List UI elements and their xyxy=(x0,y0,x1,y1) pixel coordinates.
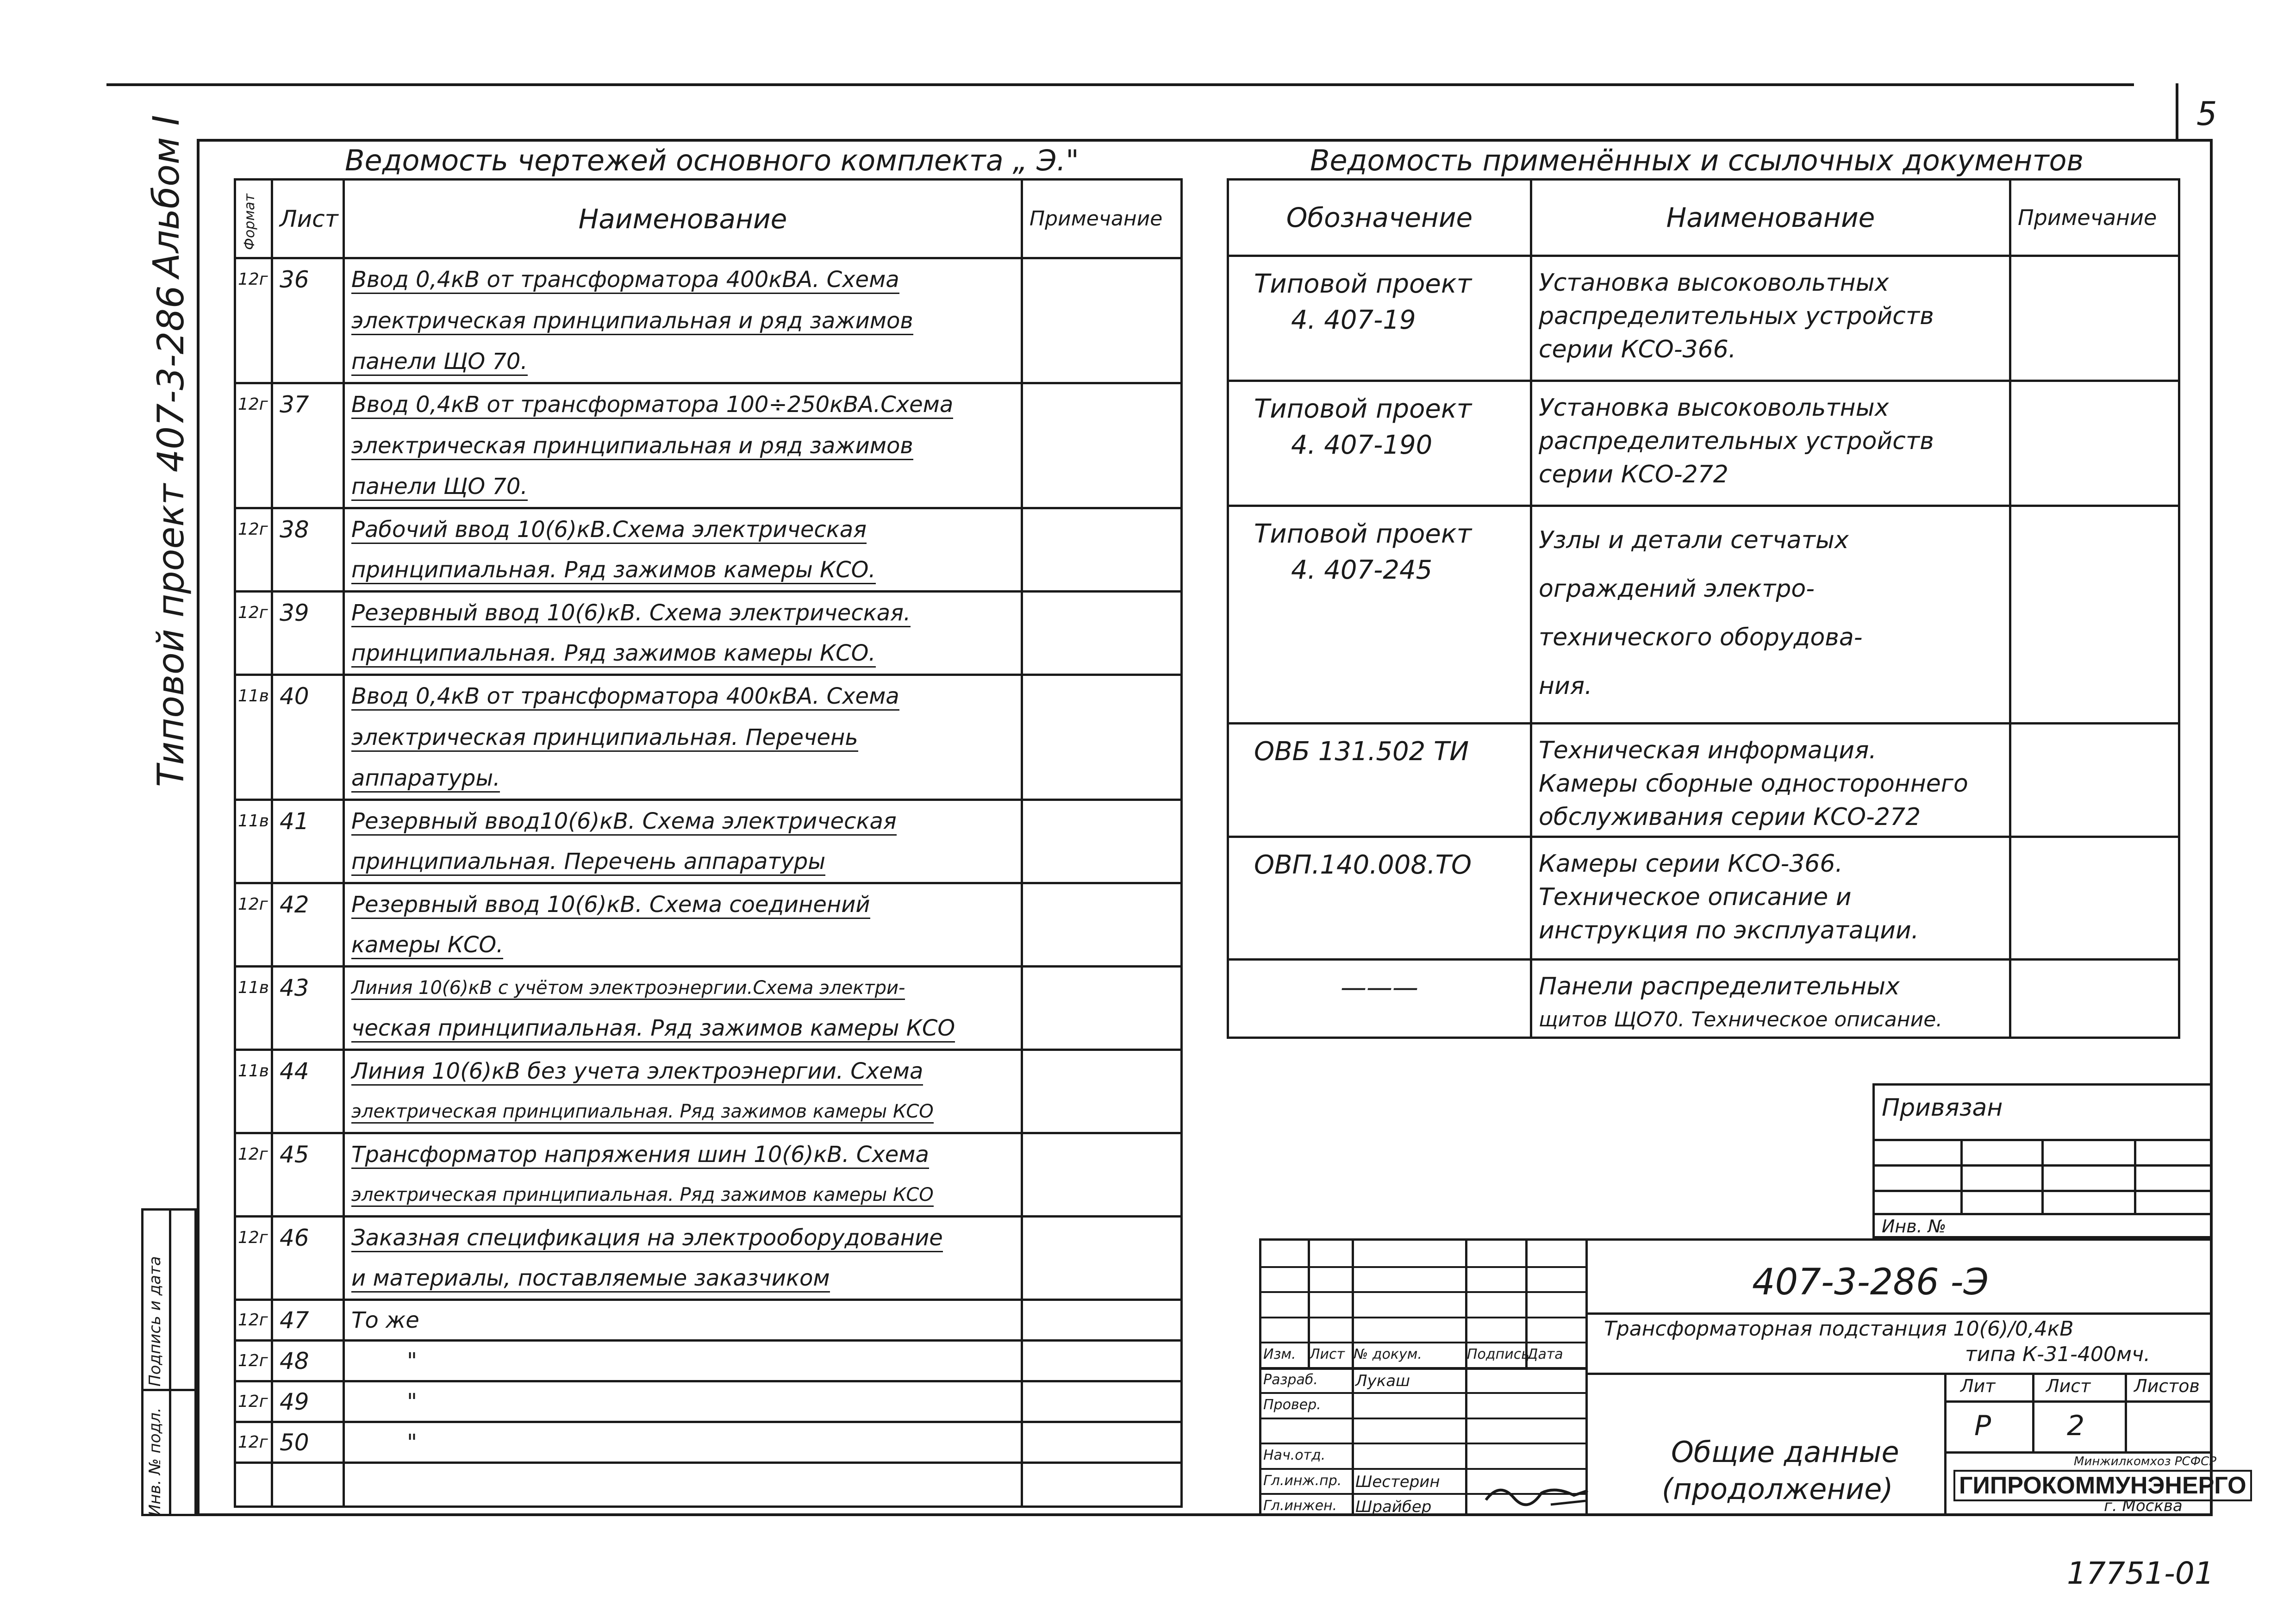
note-cell xyxy=(1022,842,1182,883)
tb-col-header: Подпись xyxy=(1467,1346,1529,1362)
table-row xyxy=(235,300,1182,342)
signature-mark xyxy=(1481,1472,1592,1514)
tb-role: Разраб. xyxy=(1263,1371,1318,1388)
name-line: Линия 10(6)кВ без учета электроэнергии. Схема xyxy=(351,1058,923,1086)
tb-name: Шрайбер xyxy=(1355,1498,1432,1516)
grid-hline xyxy=(1261,1367,1588,1370)
name-line: электрическая принципиальная. Ряд зажимов камеры КСО xyxy=(351,1101,934,1124)
empty-cell xyxy=(1022,1463,1182,1507)
stage-value: Р xyxy=(1974,1410,1991,1442)
table-row xyxy=(235,1258,1182,1300)
sheet-cell: 48 xyxy=(272,1341,344,1381)
ref-name-line: серии КСО-272 xyxy=(1539,461,1728,488)
format-cell xyxy=(235,425,272,467)
sheet-cell xyxy=(272,758,344,800)
sheet-cell xyxy=(272,1092,344,1133)
table-row xyxy=(235,508,1182,550)
name-cell xyxy=(344,1300,1022,1341)
sheet-cell xyxy=(272,1008,344,1050)
object-line-1: Трансформаторная подстанция 10(6)/0,4кВ xyxy=(1604,1317,2074,1341)
designation-line: ОВП.140.008.ТО xyxy=(1254,850,1472,880)
sheets-label: Листов xyxy=(2134,1376,2200,1396)
name-line: Линия 10(6)кВ с учётом электроэнергии.Схема электри- xyxy=(351,977,905,1000)
ref-note-cell xyxy=(2010,724,2179,837)
name-cell xyxy=(344,592,1022,633)
designation-header: Обозначение xyxy=(1228,180,1531,256)
grid-hline xyxy=(1261,1418,1588,1419)
ref-row xyxy=(1228,381,2179,506)
ref-name-line: Техническое описание и xyxy=(1539,883,1852,911)
table-row xyxy=(235,1092,1182,1133)
grid-vline xyxy=(1465,1241,1467,1516)
name-cell xyxy=(344,1217,1022,1258)
top-rule xyxy=(106,83,2134,86)
sheet-cell: 47 xyxy=(272,1300,344,1341)
format-cell: 12г xyxy=(235,258,272,300)
note-cell xyxy=(1022,300,1182,342)
note-cell xyxy=(1022,467,1182,508)
name-line: Резервный ввод 10(6)кВ. Схема соединений xyxy=(351,892,870,919)
ref-name-cell xyxy=(1531,960,2010,1038)
name-cell xyxy=(344,675,1022,717)
grid-hline xyxy=(1261,1342,1588,1343)
format-cell xyxy=(235,758,272,800)
name-line: камеры КСО. xyxy=(351,932,503,959)
table-row xyxy=(235,1050,1182,1092)
grid-hline xyxy=(1261,1468,1588,1470)
designation-cell xyxy=(1228,960,1531,1038)
name-line: панели ЩО 70. xyxy=(351,474,528,501)
format-cell: 11в xyxy=(235,800,272,842)
format-cell: 12г xyxy=(235,1381,272,1422)
ref-note-cell xyxy=(2010,960,2179,1038)
table-row xyxy=(235,883,1182,925)
format-cell: 12г xyxy=(235,883,272,925)
sheet-cell: 44 xyxy=(272,1050,344,1092)
name-line: электрическая принципиальная и ряд зажимов xyxy=(351,308,913,335)
ref-name-line: инструкция по эксплуатации. xyxy=(1539,917,1919,944)
side-stamp-sign: Подпись и дата xyxy=(146,1256,164,1387)
note-cell xyxy=(1022,1217,1182,1258)
format-cell xyxy=(235,925,272,967)
ref-note-header: Примечание xyxy=(2010,180,2179,256)
name-line: принципиальная. Ряд зажимов камеры КСО. xyxy=(351,640,876,668)
inv-number-label: Инв. № xyxy=(1882,1216,1947,1237)
name-line: Ввод 0,4кВ от трансформатора 400кВА. Схема xyxy=(351,267,899,294)
stage-label: Лит xyxy=(1960,1376,1996,1396)
name-line: принципиальная. Ряд зажимов камеры КСО. xyxy=(351,557,876,584)
name-cell xyxy=(344,925,1022,967)
format-cell: 12г xyxy=(235,508,272,550)
ref-name-line: Техническая информация. xyxy=(1539,737,1877,764)
designation-cell xyxy=(1228,506,1531,724)
ref-name-cell xyxy=(1531,724,2010,837)
sheet-cell xyxy=(272,1258,344,1300)
name-cell xyxy=(344,1258,1022,1300)
privyazan-block xyxy=(1872,1083,2213,1238)
tb-role: Гл.инжен. xyxy=(1263,1498,1337,1514)
note-cell xyxy=(1022,883,1182,925)
note-cell xyxy=(1022,1008,1182,1050)
ref-name-header: Наименование xyxy=(1531,180,2010,256)
name-cell xyxy=(344,258,1022,300)
sheet-title-2: (продолжение) xyxy=(1662,1472,1893,1506)
note-cell xyxy=(1022,800,1182,842)
name-line: электрическая принципиальная и ряд зажимов xyxy=(351,433,913,460)
name-cell xyxy=(344,300,1022,342)
note-cell xyxy=(1022,1050,1182,1092)
name-cell xyxy=(344,508,1022,550)
ref-name-line: ограждений электро- xyxy=(1539,575,1815,603)
name-cell xyxy=(344,1092,1022,1133)
note-cell xyxy=(1022,508,1182,550)
sheet-cell: 43 xyxy=(272,967,344,1008)
name-line: То же xyxy=(351,1307,419,1333)
grid-vline xyxy=(1352,1241,1354,1516)
side-stamp xyxy=(141,1208,197,1516)
grid-hline xyxy=(1261,1291,1588,1293)
designation-line: Типовой проект xyxy=(1254,269,1472,299)
ref-name-line: технического оборудова- xyxy=(1539,624,1863,651)
note-cell xyxy=(1022,1422,1182,1463)
name-line: электрическая принципиальная. Ряд зажимов камеры КСО xyxy=(351,1184,934,1207)
note-cell xyxy=(1022,342,1182,383)
tb-col-header: Дата xyxy=(1527,1346,1563,1362)
note-cell xyxy=(1022,758,1182,800)
name-line: Резервный ввод 10(6)кВ. Схема электрическая. xyxy=(351,600,911,627)
format-cell xyxy=(235,550,272,592)
name-cell xyxy=(344,1341,1022,1381)
designation-cell xyxy=(1228,724,1531,837)
format-cell: 12г xyxy=(235,1422,272,1463)
format-cell xyxy=(235,1175,272,1217)
note-cell xyxy=(1022,1341,1182,1381)
name-cell xyxy=(344,425,1022,467)
note-cell xyxy=(1022,1381,1182,1422)
format-cell: 12г xyxy=(235,1341,272,1381)
designation-line: ——— xyxy=(1341,973,1418,1003)
name-line: и материалы, поставляемые заказчиком xyxy=(351,1265,830,1293)
name-line: Ввод 0,4кВ от трансформатора 400кВА. Схема xyxy=(351,683,899,711)
table-row xyxy=(235,1133,1182,1175)
format-cell: 12г xyxy=(235,1300,272,1341)
ref-name-cell xyxy=(1531,381,2010,506)
designation-line: Типовой проект xyxy=(1254,394,1472,424)
note-cell xyxy=(1022,1175,1182,1217)
name-cell xyxy=(344,342,1022,383)
name-line: принципиальная. Перечень аппаратуры xyxy=(351,849,825,876)
name-line: " xyxy=(407,1388,418,1415)
table-row xyxy=(235,592,1182,633)
inventory-number: 17751-01 xyxy=(2067,1555,2214,1591)
table-row xyxy=(235,258,1182,300)
table-row xyxy=(235,675,1182,717)
table-row xyxy=(235,1422,1182,1463)
sheet-cell xyxy=(272,425,344,467)
table-row xyxy=(235,1175,1182,1217)
name-line: ческая принципиальная. Ряд зажимов камеры КСО xyxy=(351,1015,955,1043)
name-cell xyxy=(344,883,1022,925)
project-label: Типовой проект 407-3-286 xyxy=(150,285,192,787)
grid-hline xyxy=(1261,1443,1588,1444)
title-block xyxy=(1259,1238,2246,1516)
name-cell xyxy=(344,1422,1022,1463)
table-row xyxy=(235,717,1182,758)
tb-col-header: Лист xyxy=(1310,1346,1345,1362)
empty-cell xyxy=(272,1463,344,1507)
table-row xyxy=(235,425,1182,467)
sheet-cell xyxy=(272,550,344,592)
org-logo: ГИПРОКОММУНЭНЕРГО xyxy=(1953,1470,2252,1501)
sheet-cell: 40 xyxy=(272,675,344,717)
tb-name: Шестерин xyxy=(1355,1472,1440,1491)
note-cell xyxy=(1022,550,1182,592)
designation-cell xyxy=(1228,381,1531,506)
format-header-cell xyxy=(235,180,272,258)
name-cell xyxy=(344,383,1022,425)
format-cell xyxy=(235,1008,272,1050)
name-cell xyxy=(344,467,1022,508)
designation-line: 4. 407-19 xyxy=(1291,305,1416,335)
tb-col-header: № докум. xyxy=(1354,1346,1422,1362)
table-row xyxy=(235,842,1182,883)
ref-name-line: серии КСО-366. xyxy=(1539,336,1736,363)
grid-hline xyxy=(1261,1317,1588,1318)
note-cell xyxy=(1022,1258,1182,1300)
sheet-cell: 45 xyxy=(272,1133,344,1175)
name-cell xyxy=(344,550,1022,592)
note-cell xyxy=(1022,925,1182,967)
page-number: 5 xyxy=(2196,95,2217,133)
name-cell xyxy=(344,633,1022,675)
sheet-cell xyxy=(272,1175,344,1217)
note-cell xyxy=(1022,1300,1182,1341)
note-cell xyxy=(1022,592,1182,633)
ref-note-cell xyxy=(2010,381,2179,506)
sheet-cell xyxy=(272,717,344,758)
name-line: " xyxy=(407,1348,418,1374)
ref-name-line: Узлы и детали сетчатых xyxy=(1539,526,1849,554)
name-cell xyxy=(344,1050,1022,1092)
note-cell xyxy=(1022,967,1182,1008)
note-cell xyxy=(1022,258,1182,300)
table-row xyxy=(235,925,1182,967)
table-row xyxy=(235,1381,1182,1422)
format-cell xyxy=(235,1258,272,1300)
format-cell xyxy=(235,717,272,758)
sheet-cell: 41 xyxy=(272,800,344,842)
name-cell xyxy=(344,1175,1022,1217)
sheet-cell: 42 xyxy=(272,883,344,925)
note-cell xyxy=(1022,717,1182,758)
name-cell xyxy=(344,717,1022,758)
table-row xyxy=(235,1341,1182,1381)
doc-code: 407-3-286 -Э xyxy=(1752,1262,1989,1303)
tb-role: Нач.отд. xyxy=(1263,1447,1326,1463)
ref-row xyxy=(1228,256,2179,381)
name-header: Наименование xyxy=(344,180,1022,258)
sheet-cell xyxy=(272,342,344,383)
name-cell xyxy=(344,758,1022,800)
table-row-empty xyxy=(235,1463,1182,1507)
privyazan-title: Привязан xyxy=(1882,1094,2003,1122)
sheet-cell: 38 xyxy=(272,508,344,550)
designation-line: 4. 407-190 xyxy=(1291,430,1433,460)
ref-row xyxy=(1228,506,2179,724)
name-cell xyxy=(344,1133,1022,1175)
ref-name-line: ния. xyxy=(1539,672,1592,700)
ref-name-line: Установка высоковольтных xyxy=(1539,269,1889,297)
table-row xyxy=(235,1217,1182,1258)
designation-cell xyxy=(1228,256,1531,381)
object-line-2: типа К-31-400мч. xyxy=(1965,1343,2151,1366)
note-cell xyxy=(1022,425,1182,467)
name-line: Ввод 0,4кВ от трансформатора 100÷250кВА.Схема xyxy=(351,392,953,419)
name-cell xyxy=(344,1381,1022,1422)
format-cell: 11в xyxy=(235,1050,272,1092)
name-line: Рабочий ввод 10(6)кВ.Схема электрическая xyxy=(351,517,867,544)
ref-row xyxy=(1228,837,2179,960)
ref-name-line: распределительных устройств xyxy=(1539,427,1934,455)
format-cell: 12г xyxy=(235,383,272,425)
ref-row xyxy=(1228,724,2179,837)
format-cell xyxy=(235,633,272,675)
sheet-cell: 39 xyxy=(272,592,344,633)
ref-name-line: распределительных устройств xyxy=(1539,302,1934,330)
format-cell xyxy=(235,342,272,383)
sheet-cell xyxy=(272,633,344,675)
name-line: " xyxy=(407,1429,418,1455)
table-row xyxy=(235,800,1182,842)
note-cell xyxy=(1022,383,1182,425)
designation-line: 4. 407-245 xyxy=(1291,555,1433,585)
name-cell xyxy=(344,967,1022,1008)
note-cell xyxy=(1022,633,1182,675)
table-row xyxy=(235,467,1182,508)
name-cell xyxy=(344,842,1022,883)
format-cell xyxy=(235,300,272,342)
tb-role: Гл.инж.пр. xyxy=(1263,1472,1342,1489)
sheet-value: 2 xyxy=(2067,1410,2085,1442)
format-cell xyxy=(235,842,272,883)
note-header: Примечание xyxy=(1022,180,1182,258)
ref-name-line: Камеры серии КСО-366. xyxy=(1539,850,1843,878)
references-table xyxy=(1227,178,2180,1039)
designation-line: ОВБ 131.502 ТИ xyxy=(1254,737,1469,767)
sheet-cell xyxy=(272,467,344,508)
format-cell: 12г xyxy=(235,1133,272,1175)
ref-note-cell xyxy=(2010,837,2179,960)
ref-name-cell xyxy=(1531,256,2010,381)
ref-note-cell xyxy=(2010,506,2179,724)
name-line: электрическая принципиальная. Перечень xyxy=(351,725,858,752)
format-cell: 12г xyxy=(235,1217,272,1258)
drawings-table xyxy=(234,178,1183,1508)
name-cell xyxy=(344,800,1022,842)
sheet-header: Лист xyxy=(272,180,344,258)
ref-name-line: Камеры сборные одностороннего xyxy=(1539,770,1968,798)
sheet-cell xyxy=(272,842,344,883)
org-city: г. Москва xyxy=(2104,1497,2183,1515)
tb-col-header: Изм. xyxy=(1263,1346,1296,1362)
format-cell: 11в xyxy=(235,675,272,717)
sheet-title-1: Общие данные xyxy=(1671,1435,1899,1469)
ref-note-cell xyxy=(2010,256,2179,381)
name-line: Резервный ввод10(6)кВ. Схема электрическая xyxy=(351,808,897,836)
ref-name-cell xyxy=(1531,837,2010,960)
sheet-cell xyxy=(272,925,344,967)
ref-name-line: обслуживания серии КСО-272 xyxy=(1539,803,1921,831)
sheet-cell xyxy=(272,300,344,342)
name-cell xyxy=(344,1008,1022,1050)
grid-hline xyxy=(1261,1266,1588,1268)
table-row xyxy=(235,1300,1182,1341)
name-line: аппаратуры. xyxy=(351,765,500,793)
table-row xyxy=(235,1008,1182,1050)
table-row xyxy=(235,758,1182,800)
note-cell xyxy=(1022,1133,1182,1175)
side-stamp-inv: Инв. № подл. xyxy=(146,1407,164,1516)
sheet-cell: 50 xyxy=(272,1422,344,1463)
left-table-title: Ведомость чертежей основного комплекта „ Э." xyxy=(345,144,1079,177)
org-ministry: Минжилкомхоз РСФСР xyxy=(2074,1455,2216,1468)
designation-cell xyxy=(1228,837,1531,960)
table-row xyxy=(235,550,1182,592)
grid-hline xyxy=(1261,1392,1588,1394)
ref-name-line: Установка высоковольтных xyxy=(1539,394,1889,422)
note-cell xyxy=(1022,675,1182,717)
sheet-label: Лист xyxy=(2046,1376,2091,1396)
ref-name-line: Панели распределительных xyxy=(1539,973,1900,1000)
album-label: Альбом I xyxy=(146,115,187,278)
empty-cell xyxy=(235,1463,272,1507)
right-table-title: Ведомость применённых и ссылочных документов xyxy=(1310,144,2084,177)
name-line: Заказная спецификация на электрооборудование xyxy=(351,1225,943,1252)
tb-name: Лукаш xyxy=(1355,1371,1410,1390)
format-header: Формат xyxy=(242,194,258,250)
table-row xyxy=(235,967,1182,1008)
page-number-frame xyxy=(2176,83,2178,139)
empty-cell xyxy=(344,1463,1022,1507)
format-cell xyxy=(235,1092,272,1133)
ref-name-line: щитов ЩО70. Техническое описание. xyxy=(1539,1008,1943,1031)
table-row xyxy=(235,383,1182,425)
name-line: Трансформатор напряжения шин 10(6)кВ. Схема xyxy=(351,1142,929,1169)
note-cell xyxy=(1022,1092,1182,1133)
table-row xyxy=(235,342,1182,383)
ref-row xyxy=(1228,960,2179,1038)
format-cell xyxy=(235,467,272,508)
sheet-cell: 49 xyxy=(272,1381,344,1422)
designation-line: Типовой проект xyxy=(1254,519,1472,549)
sheet-cell: 46 xyxy=(272,1217,344,1258)
format-cell: 11в xyxy=(235,967,272,1008)
name-line: панели ЩО 70. xyxy=(351,349,528,376)
table-row xyxy=(235,633,1182,675)
tb-role: Провер. xyxy=(1263,1397,1321,1413)
ref-name-cell xyxy=(1531,506,2010,724)
sheet-cell: 37 xyxy=(272,383,344,425)
format-cell: 12г xyxy=(235,592,272,633)
sheet-cell: 36 xyxy=(272,258,344,300)
